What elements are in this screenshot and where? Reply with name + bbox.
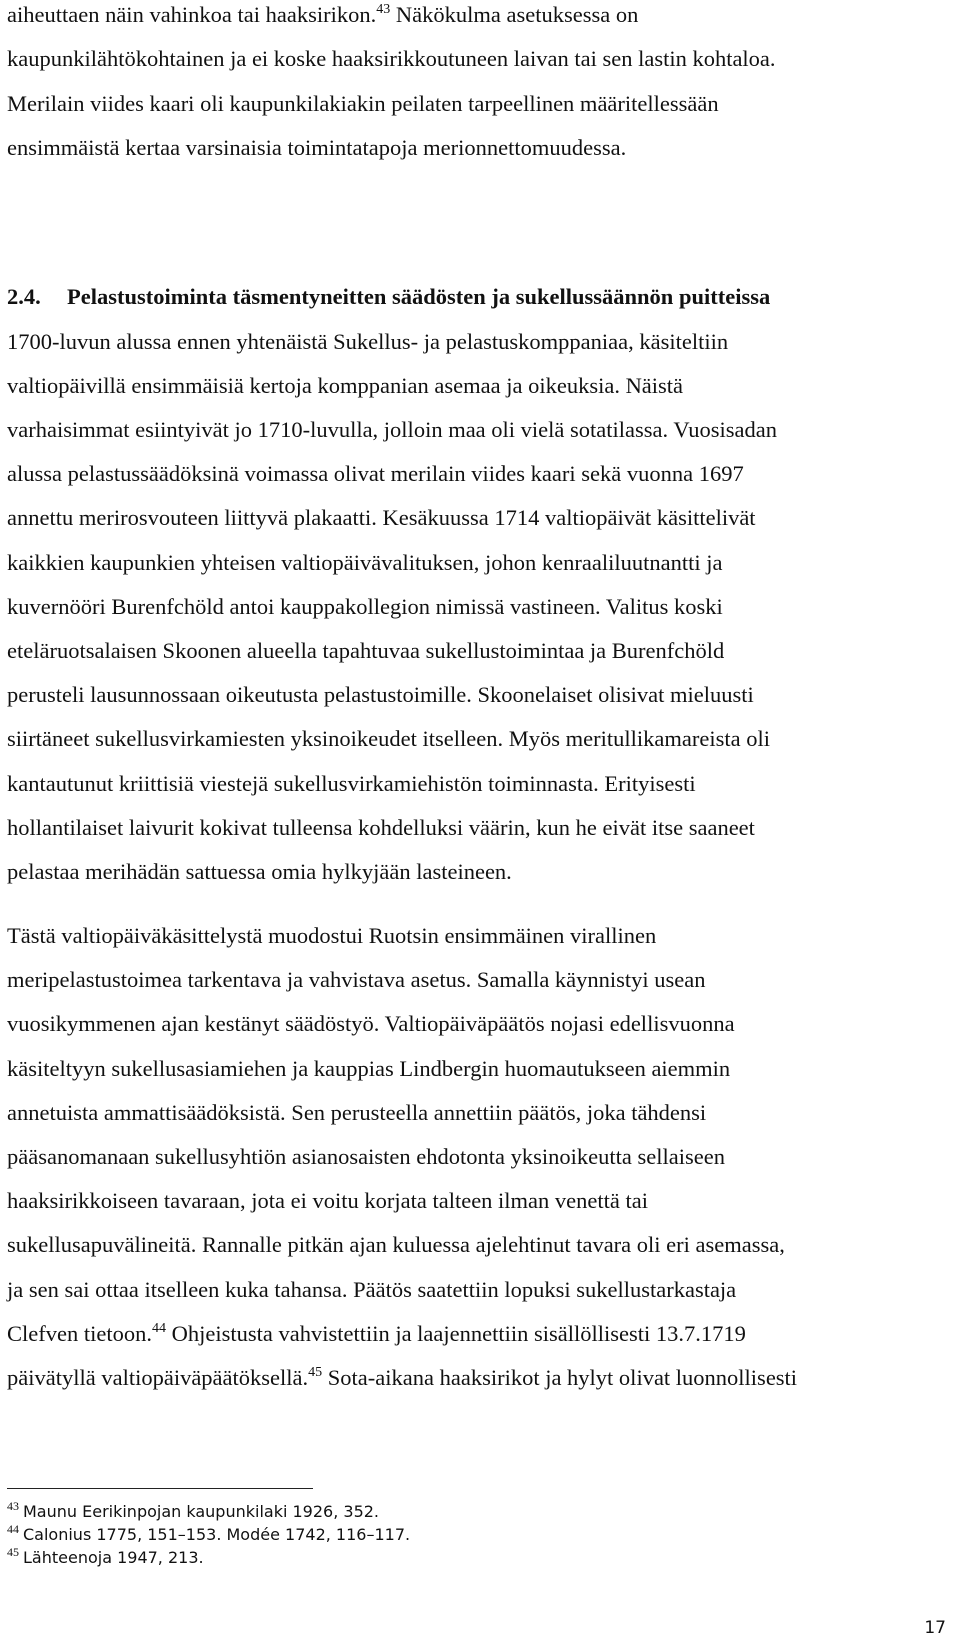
para2-line-6: pääsanomanaan sukellusyhtiön asianosaisten ehdotonta yksinoikeutta sellaiseen: [7, 1144, 725, 1169]
para2-line-4: käsiteltyyn sukellusasiamiehen ja kauppias Lindbergin huomautukseen aiemmin: [7, 1056, 731, 1081]
intro-line-1: [7, 1, 638, 33]
para2-line-10: [7, 1320, 746, 1352]
para2-line-1: Tästä valtiopäiväkäsittelystä muodostui Ruotsin ensimmäinen virallinen: [7, 923, 657, 948]
para2-text: Sota-aikana haaksirikot ja hylyt olivat luonnollisesti: [322, 1365, 798, 1390]
intro-line-4: ensimmäistä kertaa varsinaisia toimintatapoja merionnettomuudessa.: [7, 135, 627, 160]
para2-text: päivätyllä valtiopäiväpäätöksellä.: [7, 1365, 309, 1390]
para2-line-3: vuosikymmenen ajan kestänyt säädöstyö. Valtiopäiväpäätös nojasi edellisvuonna: [7, 1011, 735, 1036]
intro-line-3: Merilain viides kaari oli kaupunkilakiakin peilaten tarpeellinen määritellessään: [7, 91, 719, 116]
footnote-45: [7, 1545, 204, 1569]
footnote-text: Maunu Eerikinpojan kaupunkilaki 1926, 352.: [23, 1502, 380, 1521]
intro-text: aiheuttaen näin vahinkoa tai haaksirikon.: [7, 2, 377, 27]
footnote-number: 43: [7, 1499, 19, 1513]
footnote-number: 44: [7, 1522, 19, 1536]
para2-line-5: annetuista ammattisäädöksistä. Sen perusteella annettiin päätös, joka tähdensi: [7, 1100, 707, 1125]
footnote-ref-45[interactable]: 45: [308, 1365, 323, 1380]
section-heading: [7, 283, 770, 311]
footnote-43: [7, 1499, 380, 1523]
para1-line-9: perusteli lausunnossaan oikeutusta pelastustoimille. Skoonelaiset olisivat mieluusti: [7, 682, 754, 707]
para1-line-6: kaikkien kaupunkien yhteisen valtiopäivävalituksen, johon kenraaliluutnantti ja: [7, 550, 723, 575]
para2-text: Ohjeistusta vahvistettiin ja laajennettiin sisällöllisesti 13.7.1719: [165, 1321, 746, 1346]
para2-line-11: [7, 1364, 797, 1396]
footnote-separator: [7, 1488, 313, 1489]
intro-text: Näkökulma asetuksessa on: [390, 2, 639, 27]
para1-line-13: pelastaa merihädän sattuessa omia hylkyjään lasteineen.: [7, 859, 512, 884]
para1-line-4: alussa pelastussäädöksinä voimassa olivat merilain viides kaari sekä vuonna 1697: [7, 461, 744, 486]
para2-text: Clefven tietoon.: [7, 1321, 152, 1346]
para1-line-12: hollantilaiset laivurit kokivat tulleensa kohdelluksi väärin, kun he eivät itse saaneet: [7, 815, 755, 840]
para2-line-2: meripelastustoimea tarkentava ja vahvistava asetus. Samalla käynnistyi usean: [7, 967, 706, 992]
section-title: Pelastustoiminta täsmentyneitten säädösten ja sukellussäännön puitteissa: [67, 284, 771, 309]
footnote-number: 45: [7, 1545, 19, 1559]
para1-line-1: 1700-luvun alussa ennen yhtenäistä Sukellus- ja pelastuskomppaniaa, käsiteltiin: [7, 329, 729, 354]
para2-line-7: haaksirikkoiseen tavaraan, jota ei voitu korjata talteen ilman venettä tai: [7, 1188, 648, 1213]
para1-line-11: kantautunut kriittisiä viestejä sukellusvirkamiehistön toiminnasta. Erityisesti: [7, 771, 696, 796]
para1-line-2: valtiopäivillä ensimmäisiä kertoja komppanian asemaa ja oikeuksia. Näistä: [7, 373, 684, 398]
footnote-44: [7, 1522, 411, 1546]
para1-line-10: siirtäneet sukellusvirkamiesten yksinoikeudet itselleen. Myös meritullikamareista oli: [7, 726, 770, 751]
section-number: 2.4.: [7, 284, 41, 309]
footnote-text: Lähteenoja 1947, 213.: [23, 1548, 204, 1567]
footnote-text: Calonius 1775, 151–153. Modée 1742, 116–117.: [23, 1525, 411, 1544]
para1-line-7: kuvernööri Burenfchöld antoi kauppakollegion nimissä vastineen. Valitus koski: [7, 594, 723, 619]
para2-line-9: ja sen sai ottaa itselleen kuka tahansa. Päätös saatettiin lopuksi sukellustarkastaja: [7, 1277, 737, 1302]
intro-line-2: kaupunkilähtökohtainen ja ei koske haaksirikkoutuneen laivan tai sen lastin kohtaloa.: [7, 46, 776, 71]
footnote-ref-43[interactable]: 43: [376, 2, 391, 17]
page-number: 17: [924, 1618, 946, 1638]
para1-line-3: varhaisimmat esiintyivät jo 1710-luvulla, jolloin maa oli vielä sotatilassa. Vuosisadan: [7, 417, 777, 442]
para1-line-8: eteläruotsalaisen Skoonen alueella tapahtuvaa sukellustoimintaa ja Burenfchöld: [7, 638, 725, 663]
para1-line-5: annettu merirosvouteen liittyvä plakaatti. Kesäkuussa 1714 valtiopäivät käsittelivät: [7, 505, 756, 530]
para2-line-8: sukellusapuvälineitä. Rannalle pitkän ajan kuluessa ajelehtinut tavara oli eri asemassa,: [7, 1232, 785, 1257]
footnote-ref-44[interactable]: 44: [151, 1321, 166, 1336]
